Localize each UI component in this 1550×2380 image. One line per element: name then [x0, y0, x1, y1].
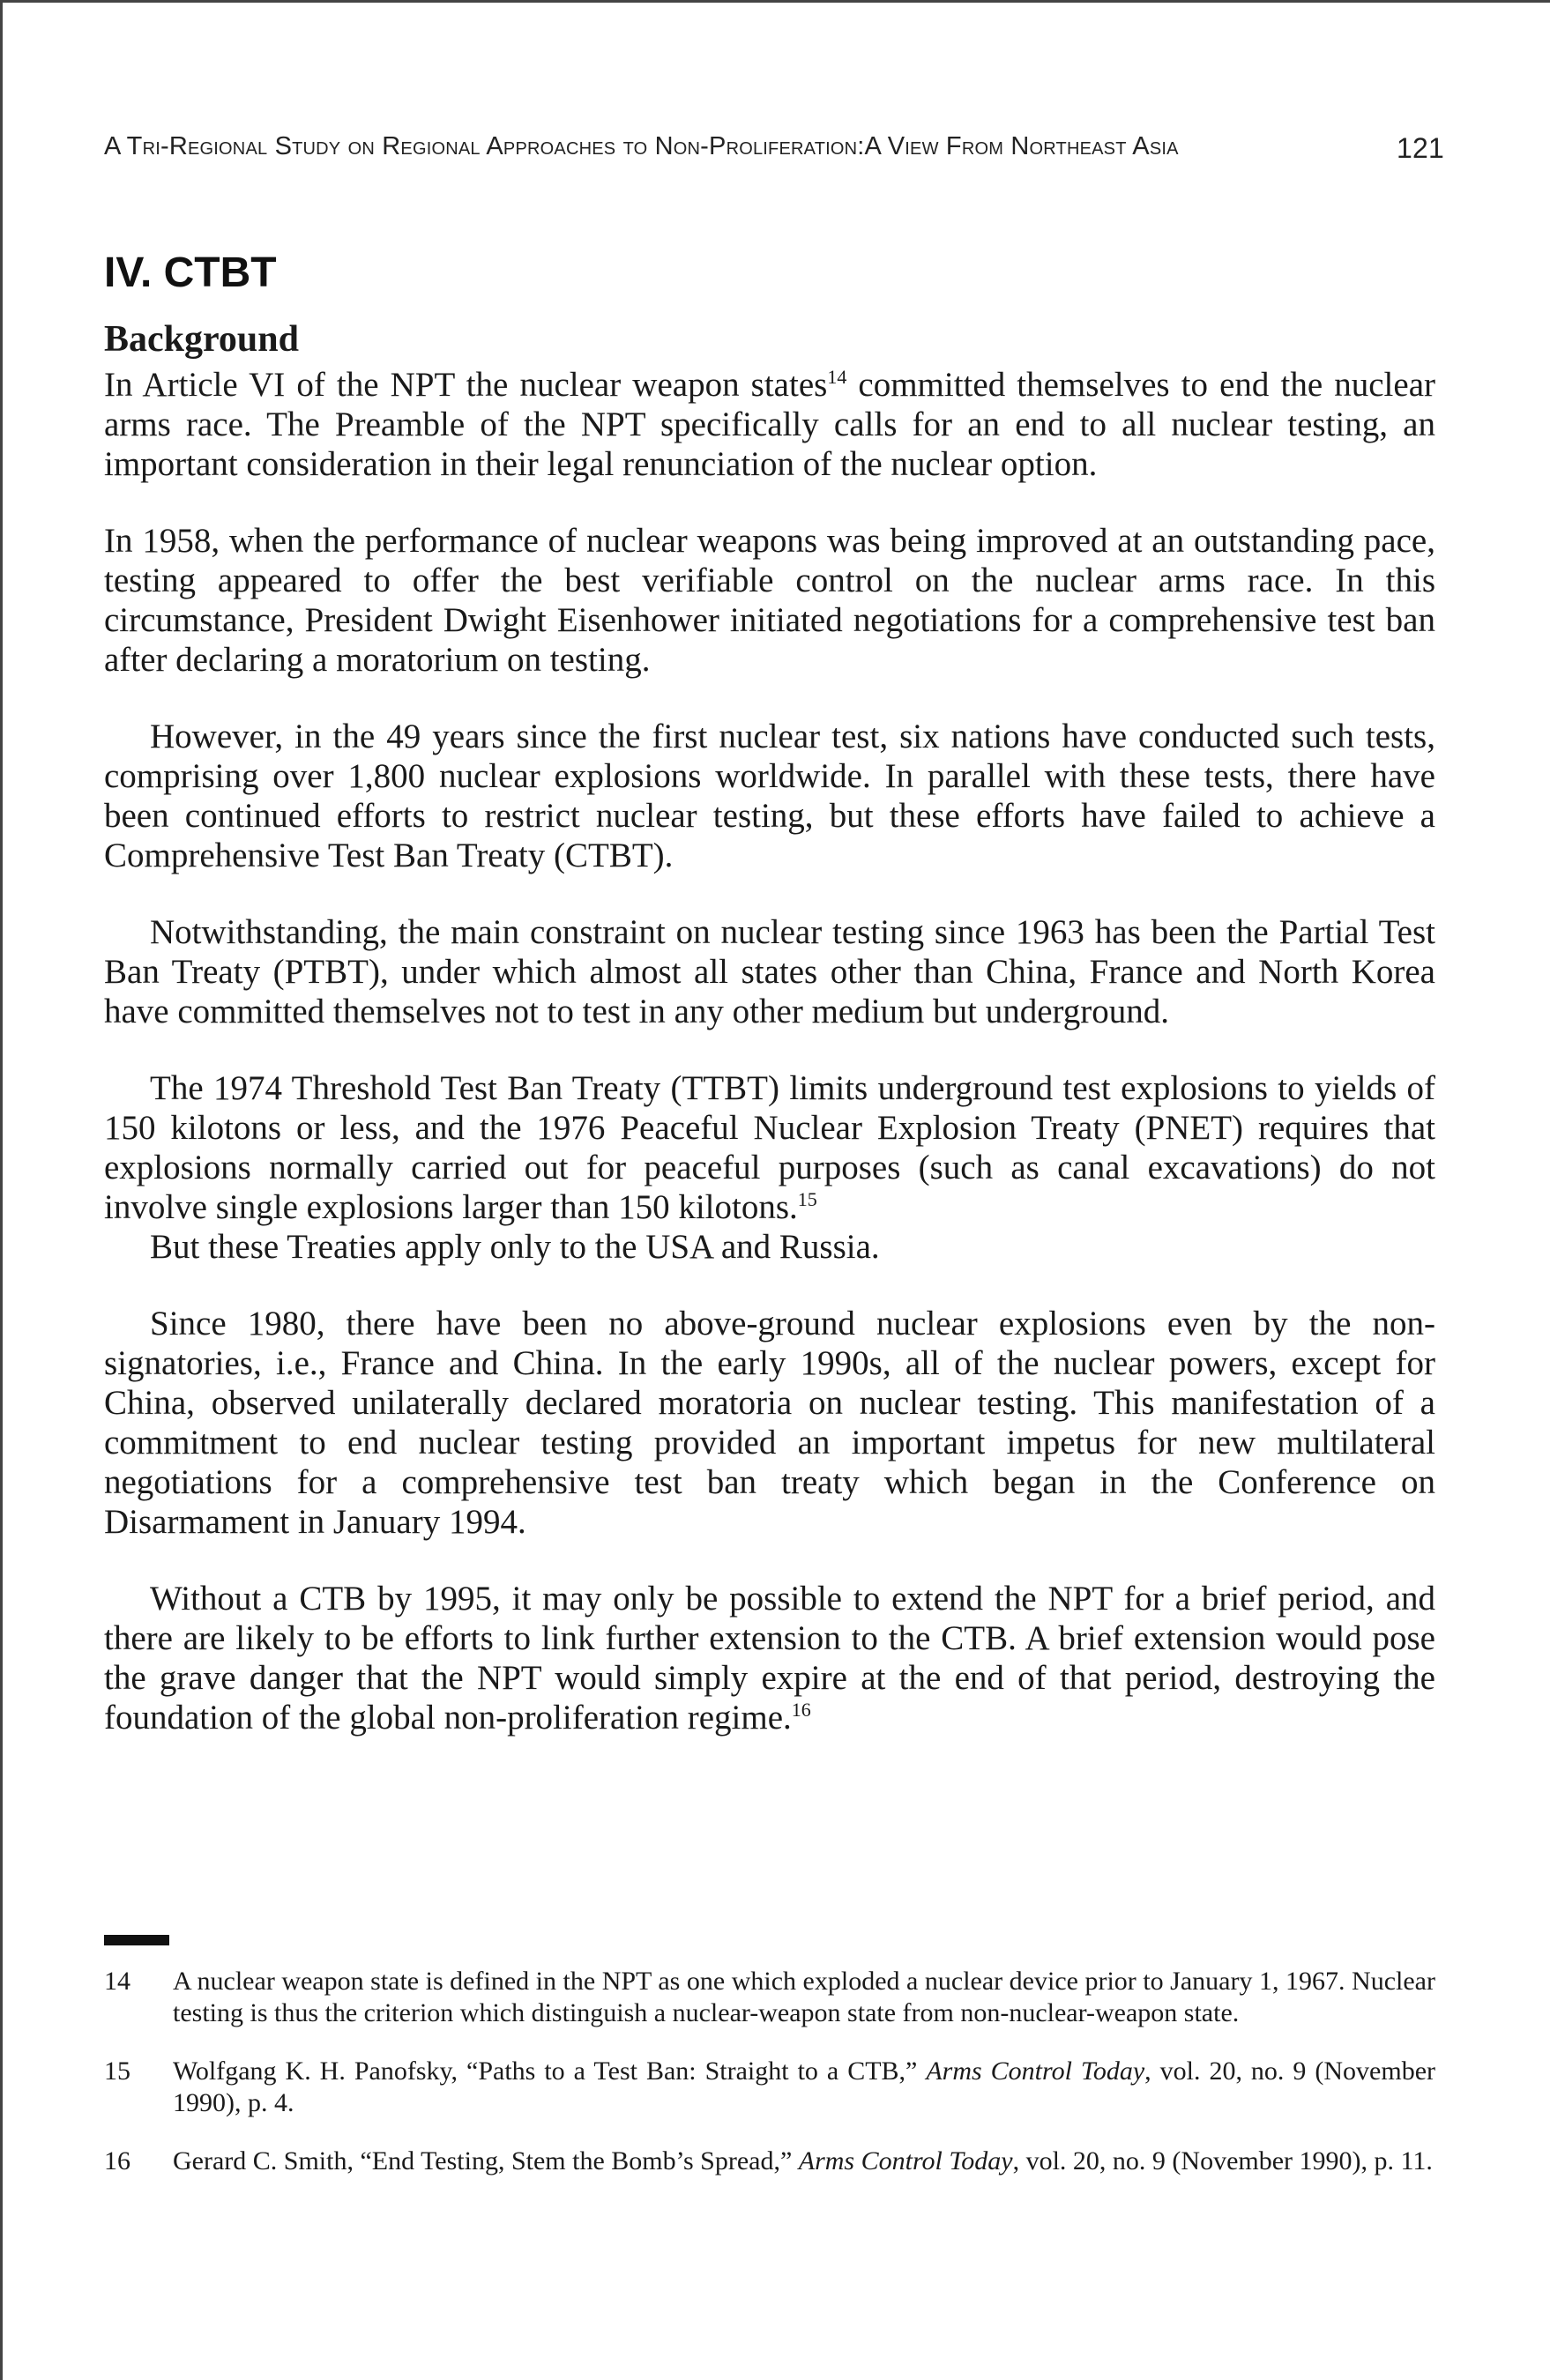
footnote-ref-14: 14 [827, 366, 847, 388]
section-heading: IV. CTBT [104, 249, 277, 296]
footnote-citation: Gerard C. Smith, “End Testing, Stem the Bomb’s Spread,” [173, 2146, 799, 2175]
footnote-number: 16 [104, 2146, 130, 2175]
paragraph-3: However, in the 49 years since the first nuclear test, six nations have conducted such tests, comprising over 1,800 nuclear explosions worldwide. In parallel with these tests, there have been continued efforts to restrict nuclear testing, but these efforts have failed to achieve a Comprehensive Test Ban Treaty (CTBT). [104, 718, 1435, 874]
footnote-ref-15: 15 [797, 1188, 817, 1210]
paragraph-7-text: Without a CTB by 1995, it may only be possible to extend the NPT for a brief period, and there are likely to be efforts to link further extension to the CTB. A brief extension would pose the grave danger that the NPT would simply expire at the end of that period, destroying the foundation of the global non-proliferation regime. [104, 1580, 1435, 1737]
scan-left-edge [0, 0, 3, 2380]
footnote-14 [104, 1966, 1435, 2029]
paragraph-5-text-a: The 1974 Threshold Test Ban Treaty (TTBT) limits underground test explosions to yields of 150 kilotons or less, and the 1976 Peaceful Nuclear Explosion Treaty (PNET) requires that explosions normally carried out for peaceful purposes (such as canal excavations) do not involve single explosions larger than 150 kilotons. [104, 1069, 1435, 1226]
scan-top-edge [0, 0, 1550, 3]
footnote-citation: Wolfgang K. H. Panofsky, “Paths to a Test Ban: Straight to a CTB,” [173, 2056, 927, 2086]
footnote-text [173, 2056, 1435, 2119]
paragraph-5-continued: But these Treaties apply only to the USA and Russia. [150, 1228, 880, 1266]
journal-title: Arms Control Today [798, 2146, 1013, 2175]
footnote-ref-16: 16 [791, 1699, 811, 1721]
paragraph-7 [104, 1579, 1435, 1737]
footnote-15 [104, 2056, 1435, 2119]
paragraph-4: Notwithstanding, the main constraint on nuclear testing since 1963 has been the Partial Test Ban Treaty (PTBT), under which almost all states other than China, France and North Korea have committed themselves not to test in any other medium but underground. [104, 913, 1435, 1030]
paragraph-5 [104, 1068, 1435, 1227]
footnote-citation-end: , vol. 20, no. 9 (November 1990), p. 11. [1012, 2146, 1433, 2175]
footnote-separator [104, 1935, 169, 1945]
footnote-number: 15 [104, 2056, 130, 2086]
page-number: 121 [1397, 132, 1444, 164]
paragraph-1 [104, 365, 1435, 484]
footnote-text [173, 2146, 1435, 2177]
footnote-citation-end: , vol. 20, no. 9 (November 1990), p. 4. [173, 2056, 1436, 2117]
footnotes [104, 1966, 1435, 2204]
paragraph-1-text-a: In Article VI of the NPT the nuclear weapon states [104, 366, 828, 404]
footnote-text: A nuclear weapon state is defined in the NPT as one which exploded a nuclear device prior to January 1, 1967. Nuclear testing is thus the criterion which distinguish a nuclear-weapon state from non-nuclear-weapon state. [173, 1967, 1435, 2027]
subheading: Background [104, 319, 299, 360]
paragraph-1-text-b: committed themselves to end the nuclear arms race. The Preamble of the NPT specifically calls for an end to all nuclear testing, an important consideration in their legal renunciation of the nuclear option. [104, 366, 1435, 483]
footnote-number: 14 [104, 1967, 130, 1996]
running-title: A Tri-Regional Study on Regional Approaches to Non-Proliferation:A View From Northeast Asia [104, 132, 1179, 160]
journal-title: Arms Control Today [926, 2056, 1145, 2086]
body-text [104, 317, 1435, 1774]
paragraph-2: In 1958, when the performance of nuclear weapons was being improved at an outstanding pace, testing appeared to offer the best verifiable control on the nuclear arms race. In this circumstance, President Dwight Eisenhower initiated negotiations for a comprehensive test ban after declaring a moratorium on testing. [104, 522, 1435, 679]
footnote-16 [104, 2146, 1435, 2177]
paragraph-6: Since 1980, there have been no above-ground nuclear explosions even by the non-signatories, i.e., France and China. In the early 1990s, all of the nuclear powers, except for China, observed unilaterally declared moratoria on nuclear testing. This manifestation of a commitment to end nuclear testing provided an important impetus for new multilateral negotiations for a comprehensive test ban treaty which began in the Conference on Disarmament in January 1994. [104, 1305, 1435, 1541]
